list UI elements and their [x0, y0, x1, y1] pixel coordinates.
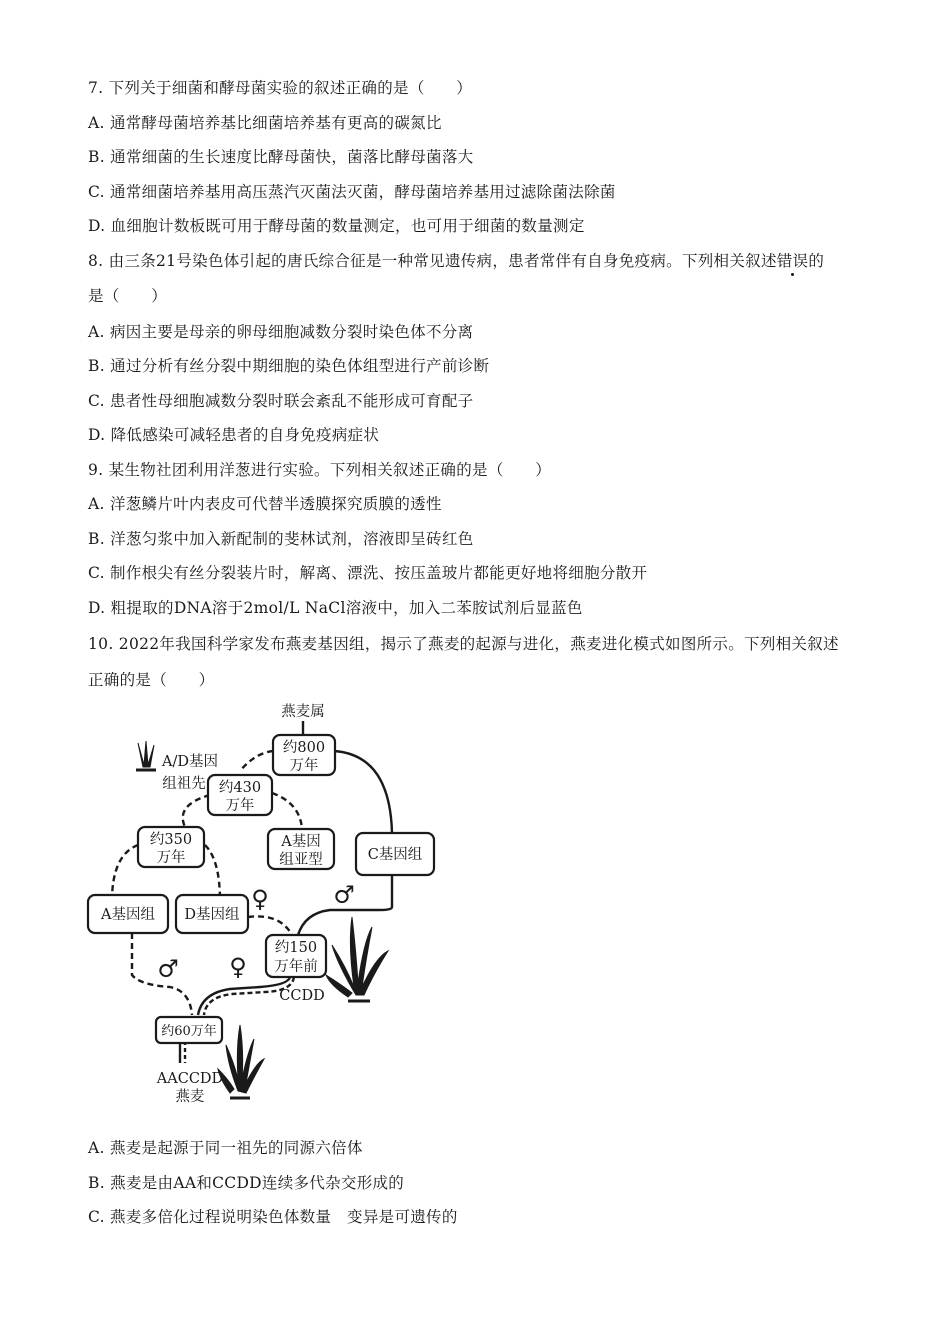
q10-option-a: A. 燕麦是起源于同一祖先的同源六倍体 [88, 1139, 363, 1157]
node-350-l1: 约350 [149, 832, 193, 848]
male-symbol-a: ♂ [157, 955, 179, 983]
node-350-l2: 万年 [156, 850, 186, 866]
a-subtype-l2: 组亚型 [279, 852, 323, 868]
q8-option-a: A. 病因主要是母亲的卵母细胞减数分裂时染色体不分离 [88, 323, 474, 341]
ccdd-label: CCDD [279, 988, 325, 1004]
female-symbol-ccdd: ♀ [229, 953, 247, 981]
node-430-l2: 万年 [225, 798, 255, 814]
q9-option-a: A. 洋葱鳞片叶内表皮可代替半透膜探究质膜的透性 [88, 495, 442, 513]
d-genome-label: D基因组 [184, 907, 240, 923]
node-800-l2: 万年 [289, 758, 319, 774]
q7-stem: 7. 下列关于细菌和酵母菌实验的叙述正确的是（ ） [88, 79, 473, 97]
branch-d-150 [248, 916, 292, 935]
q7-option-a: A. 通常酵母菌培养基比细菌培养基有更高的碳氮比 [88, 114, 442, 132]
q8-option-c: C. 患者性母细胞减数分裂时联会紊乱不能形成可育配子 [88, 392, 474, 410]
node-430-l1: 约430 [218, 780, 262, 796]
branch-800-430 [240, 751, 273, 771]
q9-stem: 9. 某生物社团利用洋葱进行实验。下列相关叙述正确的是（ ） [88, 461, 552, 479]
female-symbol-d: ♀ [251, 885, 269, 913]
q10-stem: 10. 2022年我国科学家发布燕麦基因组，揭示了燕麦的起源与进化，燕麦进化模式如图所示。下列相关叙述 [88, 635, 839, 653]
ccdd-plant-icon [326, 917, 388, 1001]
branch-430-asub [272, 793, 302, 829]
node-150-l1: 约150 [274, 940, 318, 956]
q7-option-b: B. 通常细菌的生长速度比酵母菌快，菌落比酵母菌落大 [88, 148, 474, 166]
q9-option-b: B. 洋葱匀浆中加入新配制的斐林试剂，溶液即呈砖红色 [88, 530, 474, 548]
node-150-l2: 万年前 [274, 959, 318, 975]
q10-option-b: B. 燕麦是由AA和CCDD连续多代杂交形成的 [88, 1174, 405, 1192]
q8-stem-line2: 是（ ） [88, 287, 168, 305]
c-genome-label: C基因组 [367, 847, 423, 863]
genus-label: 燕麦属 [281, 704, 325, 720]
q8-stem [88, 249, 824, 271]
male-symbol-c: ♂ [333, 881, 355, 909]
q8-stem-emphasis: 错误 [777, 249, 809, 271]
q8-stem-text: 8. 由三条21号染色体引起的唐氏综合征是一种常见遗传病，患者常伴有自身免疫病。下列相关叙述 [88, 252, 777, 270]
branch-350-a [112, 845, 138, 901]
oat-plant-icon [218, 1025, 264, 1098]
ad-ancestor-l1: A/D基因 [162, 754, 218, 770]
ad-ancestor-l2: 组祖先 [162, 776, 206, 792]
node-800-l1: 约800 [282, 740, 326, 756]
branch-150-60-a [198, 977, 290, 1015]
a-subtype-l1: A基因 [281, 834, 321, 850]
q9-option-d: D. 粗提取的DNA溶于2mol/L NaCl溶液中，加入二苯胺试剂后显蓝色 [88, 599, 583, 617]
q10-option-c: C. 燕麦多倍化过程说明染色体数量 变异是可遗传的 [88, 1208, 458, 1226]
oat-evolution-diagram [80, 695, 460, 1115]
aaccdd-label: AACCDD [156, 1071, 224, 1087]
q8-option-d: D. 降低感染可减轻患者的自身免疫病症状 [88, 426, 380, 444]
node-60-label: 约60万年 [161, 1024, 217, 1039]
q7-option-d: D. 血细胞计数板既可用于酵母菌的数量测定，也可用于细菌的数量测定 [88, 217, 585, 235]
ad-ancestor-plant-icon [136, 741, 156, 770]
a-genome-label: A基因组 [101, 907, 155, 923]
branch-430-350 [183, 795, 210, 827]
q7-option-c: C. 通常细菌培养基用高压蒸汽灭菌法灭菌，酵母菌培养基用过滤除菌法除菌 [88, 183, 616, 201]
q8-option-b: B. 通过分析有丝分裂中期细胞的染色体组型进行产前诊断 [88, 357, 490, 375]
q9-option-c: C. 制作根尖有丝分裂装片时，解离、漂洗、按压盖玻片都能更好地将细胞分散开 [88, 564, 648, 582]
q8-stem-tail: 的 [808, 252, 825, 270]
branch-350-d [205, 845, 220, 901]
oat-label: 燕麦 [175, 1089, 205, 1105]
branch-800-c [334, 751, 392, 833]
q10-stem-line2: 正确的是（ ） [88, 671, 215, 689]
